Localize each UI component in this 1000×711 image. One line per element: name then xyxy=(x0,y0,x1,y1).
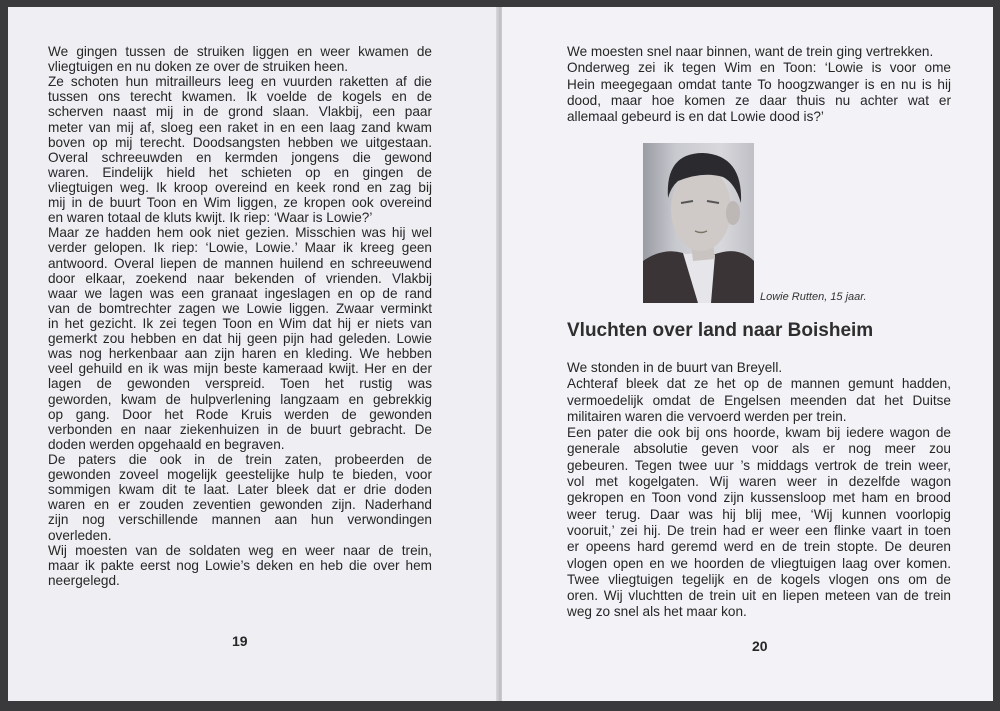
text-line: sommigen kwam dit te laat. Later bleek dat er drie doden xyxy=(48,482,432,498)
text-line: vliegtuigen weg. Ik kroop overeind en keek rond en zag bij xyxy=(48,179,432,195)
text-line: Ze schoten hun mitrailleurs leeg en vuurden raketten af die xyxy=(48,74,432,90)
text-line: weer terug. Daar was hij blij mee, ‘Wij kunnen voorlopig xyxy=(567,506,951,522)
right-page-top-text xyxy=(567,44,951,125)
text-line: en waren totaal de kluts kwijt. Ik riep: ‘Waar is Lowie?’ xyxy=(48,210,373,226)
page-number: 19 xyxy=(232,633,248,649)
text-line: Hein meegegaan omdat tante To hoogzwanger is en nu is hij xyxy=(567,76,951,92)
page-number: 20 xyxy=(752,638,768,654)
text-line: waren en er zouden zeventien gewonden zijn. Naderhand xyxy=(48,497,432,513)
text-line: gebeuren. Tegen twee uur ’s middags vertrok de trein weer, xyxy=(567,457,951,473)
text-line: veel gehuild en ik was mijn beste kameraad kwijt. Her en der xyxy=(48,361,432,377)
text-line: waar we lagen was een granaat ingeslagen en op de rand xyxy=(48,285,432,301)
left-page-text xyxy=(48,44,432,588)
text-line: Een pater die ook bij ons hoorde, kwam bij iedere wagon de xyxy=(567,425,951,441)
text-line: vermoedelijk omdat de Engelsen meenden dat het Duitse xyxy=(567,392,951,408)
text-line: We gingen tussen de struiken liggen en weer kwamen de xyxy=(48,44,432,59)
portrait-photo xyxy=(643,143,754,303)
right-page xyxy=(502,7,993,701)
text-line: waren. Eindelijk hield het schieten op en gingen de xyxy=(48,164,432,180)
text-line: Wij moesten van de soldaten weg en weer naar de trein, xyxy=(48,542,432,558)
text-line: door elkaar, zoekend naar bekenden of vrienden. Vlakbij xyxy=(48,270,432,286)
text-line: in het gezicht. Ik zei tegen Toon en Wim dat hij er niets van xyxy=(48,315,432,331)
text-line: meter van mij af, sloeg een raket in en een laag zand kwam xyxy=(48,119,432,135)
text-line: lagen de gewonden verspreid. Toen het rustig was xyxy=(48,376,432,392)
text-line: Achteraf bleek dat ze het op de mannen gemunt hadden, xyxy=(567,376,951,392)
text-line: dood, maar hoe komen ze daar thuis nu achter wat er xyxy=(567,92,951,108)
text-line: gewonden zoveel mogelijk geestelijke hulp te bieden, voor xyxy=(48,467,432,483)
text-line: Twee vliegtuigen tegelijk en de kogels vlogen ons om de xyxy=(567,571,951,587)
text-line: gekropen en Toon vond zijn kussensloop met ham en brood xyxy=(567,490,951,506)
text-line: vooruit,’ zei hij. De trein had er weer een flinke vaart in toen xyxy=(567,522,951,538)
text-line: zijn nog verschillende mannen aan hun verwondingen xyxy=(48,512,432,528)
text-line: tussen ons terecht kwamen. Ik voelde de kogels en de xyxy=(48,89,432,105)
text-line: gemerkt zou hebben en dat hij geen pijn had geleden. Lowie xyxy=(48,331,432,347)
text-line: verder gelopen. Ik riep: ‘Lowie, Lowie.’ Maar ik kreeg geen xyxy=(48,240,432,256)
left-page xyxy=(8,7,498,701)
text-line: boven op mij terecht. Doodsangsten hebben we uitgestaan. xyxy=(48,134,432,150)
text-line: doden werden opgehaald en begraven. xyxy=(48,436,285,452)
text-line: er opeens hard geremd werd en de trein stopte. De deuren xyxy=(567,539,951,555)
text-line: We stonden in de buurt van Breyell. xyxy=(567,360,783,375)
text-line: op gang. Door het Rode Kruis werden de gewonden xyxy=(48,406,432,422)
text-line: antwoord. Overal liepen de mannen huilend en schreeuwend xyxy=(48,255,432,271)
text-line: allemaal gebeurd is en dat Lowie dood is?’ xyxy=(567,109,824,125)
text-line: maar ik pakte eerst nog Lowie’s deken en heb die over hem xyxy=(48,557,432,573)
text-line: weg zo snel als het maar kon. xyxy=(567,604,747,620)
section-heading: Vluchten over land naar Boisheim xyxy=(567,320,874,341)
text-line: neergelegd. xyxy=(48,572,120,588)
text-line: mij in de buurt Toon en Wim liggen, ze kropen ook overeind xyxy=(48,195,432,211)
text-line: Maar ze hadden hem ook niet gezien. Misschien was hij wel xyxy=(48,225,432,241)
text-line: militairen waren die vervoerd werden per trein. xyxy=(567,408,847,424)
right-page-bottom-text xyxy=(567,360,951,621)
text-line: was nog herkenbaar aan zijn haren en kleding. We hebben xyxy=(48,346,432,362)
text-line: van de bomtrechter zagen we Lowie liggen. Zwaar verminkt xyxy=(48,300,432,316)
text-line: oren. Wij vluchtten de trein uit en liepen meteen van de trein xyxy=(567,588,951,604)
text-line: scherven naast mij in de grond slaan. Vlakbij, een paar xyxy=(48,104,432,120)
text-line: Overal schreeuwden en kermden jongens die gewond xyxy=(48,149,432,165)
text-line: De paters die ook in de trein zaten, probeerden de xyxy=(48,451,432,467)
text-line: vliegtuigen en nu doken ze over de struiken heen. xyxy=(48,59,349,75)
text-line: generale absolutie geven voor als er nog meer zou xyxy=(567,441,951,457)
text-line: We moesten snel naar binnen, want de trein ging vertrekken. xyxy=(567,44,934,59)
text-line: verbonden en naar ziekenhuizen in de buurt gebracht. De xyxy=(48,421,432,437)
text-line: vlogen open en we hoorden de vliegtuigen laag over komen. xyxy=(567,555,951,571)
photo-caption: Lowie Rutten, 15 jaar. xyxy=(760,291,867,303)
text-line: overleden. xyxy=(48,527,112,543)
text-line: Onderweg zei ik tegen Wim en Toon: ‘Lowie is voor ome xyxy=(567,60,951,76)
text-line: geworden, kwam de hulpverlening langzaam en gebrekkig xyxy=(48,391,432,407)
text-line: vol met kogelgaten. Wij waren weer in dezelfde wagon xyxy=(567,474,951,490)
